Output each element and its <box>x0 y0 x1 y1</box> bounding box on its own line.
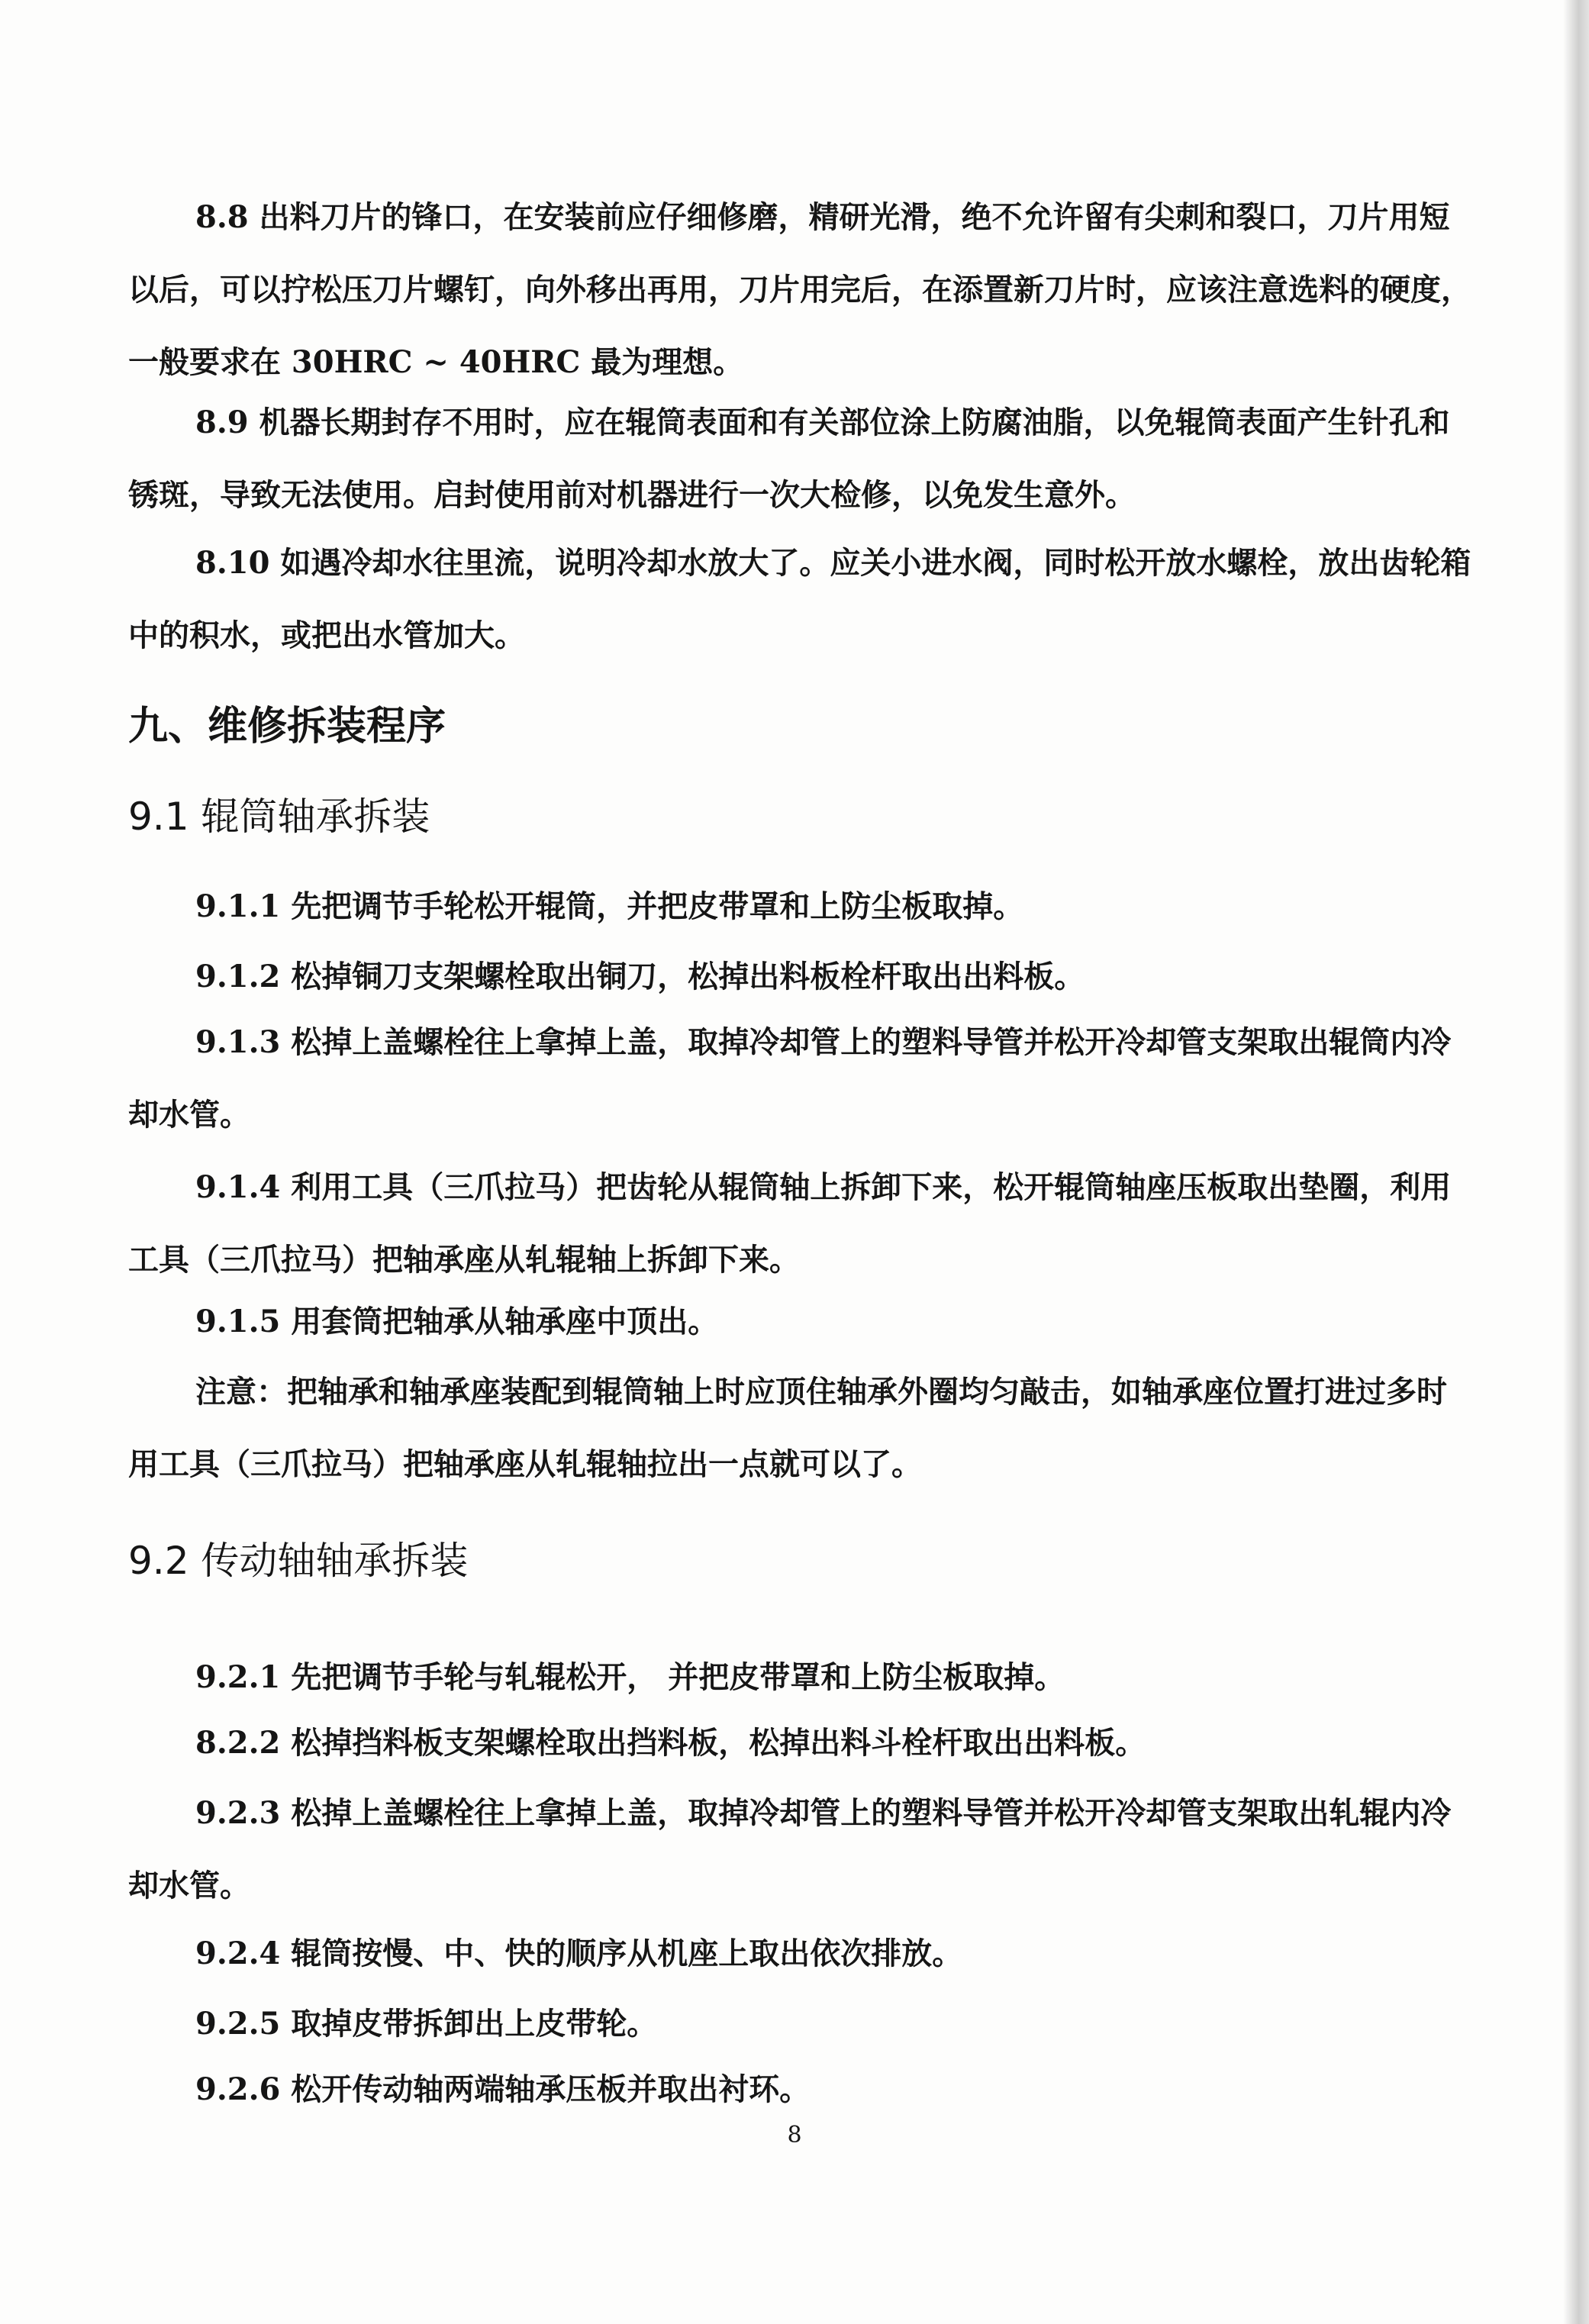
scan-edge-shadow <box>1563 0 1589 2324</box>
paragraph-note: 注意：把轴承和轴承座装配到辊筒轴上时应顶住轴承外圈均匀敲击，如轴承座位置打进过多时用工具（三爪拉马）把轴承座从轧辊轴拉出一点就可以了。 <box>128 1374 1447 1482</box>
page-number: 8 <box>787 2122 802 2148</box>
paragraph-8-10: 8.10 如遇冷却水往里流，说明冷却水放大了。应关小进水阀，同时松开放水螺栓，放出齿轮箱中的积水，或把出水管加大。 <box>128 545 1471 653</box>
paragraph-9-1-3: 9.1.3 松掉上盖螺栓往上拿掉上盖，取掉冷却管上的塑料导管并松开冷却管支架取出辊筒内冷却水管。 <box>128 1024 1452 1133</box>
subsection-heading-9-1: 9.1 辊筒轴承拆装 <box>128 795 430 839</box>
subsection-heading-9-2: 9.2 传动轴轴承拆装 <box>128 1539 469 1583</box>
paragraph-9-2-1: 9.2.1 先把调节手轮与轧辊松开， 并把皮带罩和上防尘板取掉。 <box>195 1659 1065 1695</box>
paragraph-8-8: 8.8 出料刀片的锋口，在安装前应仔细修磨，精研光滑，绝不允许留有尖刺和裂口，刀片用短以后，可以拧松压刀片螺钉，向外移出再用，刀片用完后，在添置新刀片时，应该注意选料的硬度，一般要求在 30HRC ~ 40HRC 最为理想。 <box>128 199 1471 380</box>
paragraph-8-2-2: 8.2.2 松掉挡料板支架螺栓取出挡料板，松掉出料斗栓杆取出出料板。 <box>195 1725 1146 1761</box>
paragraph-9-1-4: 9.1.4 利用工具（三爪拉马）把齿轮从辊筒轴上拆卸下来，松开辊筒轴座压板取出垫圈，利用工具（三爪拉马）把轴承座从轧辊轴上拆卸下来。 <box>128 1169 1452 1278</box>
paragraph-9-1-1: 9.1.1 先把调节手轮松开辊筒，并把皮带罩和上防尘板取掉。 <box>195 888 1024 924</box>
paragraph-9-2-6: 9.2.6 松开传动轴两端轴承压板并取出衬环。 <box>195 2071 811 2107</box>
paragraph-8-9: 8.9 机器长期封存不用时，应在辊筒表面和有关部位涂上防腐油脂，以免辊筒表面产生针孔和锈斑，导致无法使用。启封使用前对机器进行一次大检修，以免发生意外。 <box>128 405 1450 513</box>
paragraph-9-2-5: 9.2.5 取掉皮带拆卸出上皮带轮。 <box>195 2006 658 2042</box>
paragraph-9-1-2: 9.1.2 松掉铜刀支架螺栓取出铜刀，松掉出料板栓杆取出出料板。 <box>195 959 1085 994</box>
paragraph-9-1-5: 9.1.5 用套筒把轴承从轴承座中顶出。 <box>195 1304 719 1339</box>
paragraph-9-2-4: 9.2.4 辊筒按慢、中、快的顺序从机座上取出依次排放。 <box>195 1936 963 1971</box>
paragraph-9-2-3: 9.2.3 松掉上盖螺栓往上拿掉上盖，取掉冷却管上的塑料导管并松开冷却管支架取出轧辊内冷却水管。 <box>128 1795 1452 1903</box>
section-heading: 九、维修拆装程序 <box>128 704 446 749</box>
